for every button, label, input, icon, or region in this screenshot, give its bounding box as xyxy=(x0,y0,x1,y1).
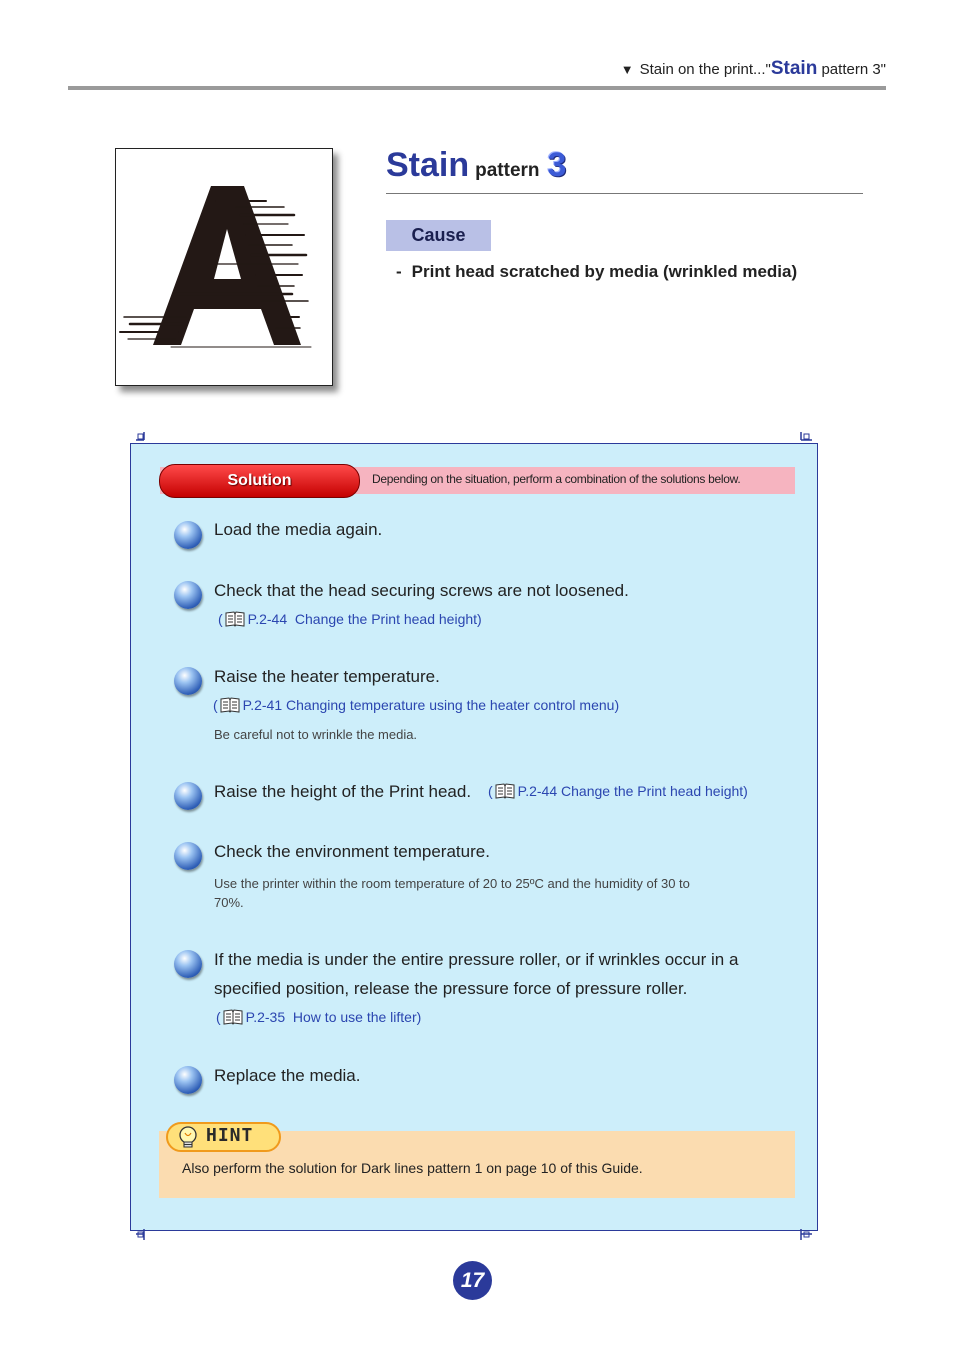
solution-item-note: 70%. xyxy=(214,895,244,910)
solution-item-text: If the media is under the entire pressure roller, or if wrinkles occur in a xyxy=(214,950,739,969)
solution-item-text: Check the environment temperature. xyxy=(214,842,490,861)
solution-item-text: Raise the height of the Print head. xyxy=(214,782,472,801)
link-text: How to use the lifter) xyxy=(292,1009,422,1025)
bullet-sphere-icon xyxy=(174,667,202,695)
header-highlight: Stain xyxy=(770,58,818,79)
manual-book-icon xyxy=(223,1009,243,1028)
bullet-sphere-icon xyxy=(174,521,202,549)
link-page: P.2-44 xyxy=(247,611,288,627)
triangle-down-icon: ▼ xyxy=(620,62,634,77)
link-text: Changing temperature using the heater control menu) xyxy=(286,697,620,713)
hint-label: HINT xyxy=(206,1125,254,1146)
lightbulb-icon xyxy=(174,1124,202,1157)
manual-book-icon xyxy=(495,783,515,802)
header-suffix: pattern 3" xyxy=(817,61,886,78)
solution-item-note: Use the printer within the room temperature of 20 to 25ºC and the humidity of 30 to xyxy=(214,876,690,891)
manual-book-icon xyxy=(220,697,240,716)
bullet-sphere-icon xyxy=(174,782,202,810)
solution-item-text: Replace the media. xyxy=(214,1066,361,1085)
manual-reference-link[interactable]: ( P.2-41 Changing temperature using the heater control menu) xyxy=(213,697,619,716)
stain-sample-image xyxy=(115,148,333,386)
bullet-sphere-icon xyxy=(174,842,202,870)
title-number: 3 xyxy=(547,146,567,184)
title-sub: pattern xyxy=(475,160,540,181)
bullet-sphere-icon xyxy=(174,581,202,609)
solution-label: Solution xyxy=(159,464,360,498)
link-page: P.2-44 xyxy=(517,783,558,799)
link-page: P.2-41 xyxy=(242,697,283,713)
corner-mark-icon xyxy=(798,432,810,444)
solution-item-note: Be careful not to wrinkle the media. xyxy=(214,727,418,742)
solution-item-text: Load the media again. xyxy=(214,520,383,539)
link-text: Change the Print head height) xyxy=(561,783,748,799)
manual-reference-link[interactable]: ( P.2-44 Change the Print head height) xyxy=(218,611,482,630)
corner-mark-icon xyxy=(798,1226,810,1238)
manual-book-icon xyxy=(225,611,245,630)
page-number: 17 xyxy=(453,1261,492,1300)
bullet-sphere-icon xyxy=(174,950,202,978)
solution-item-text: Check that the head securing screws are not loosened. xyxy=(214,581,629,600)
solution-panel xyxy=(130,443,818,1231)
link-page: P.2-35 xyxy=(245,1009,286,1025)
link-text: Change the Print head height) xyxy=(294,611,482,627)
running-header xyxy=(621,58,886,80)
solution-note: Depending on the situation, perform a combination of the solutions below. xyxy=(372,472,741,486)
manual-reference-link[interactable]: ( P.2-35 How to use the lifter) xyxy=(216,1009,421,1028)
stained-letter-a-illustration xyxy=(116,149,332,385)
dash-bullet: - xyxy=(396,262,402,281)
cause-item-text: Print head scratched by media (wrinkled media) xyxy=(411,262,798,281)
cause-heading: Cause xyxy=(386,220,491,251)
title-rule xyxy=(386,193,863,194)
bullet-sphere-icon xyxy=(174,1066,202,1094)
header-prefix: Stain on the print..." xyxy=(639,61,771,78)
solution-item-text: specified position, release the pressure force of pressure roller. xyxy=(214,979,688,998)
manual-reference-link[interactable]: ( P.2-44 Change the Print head height) xyxy=(488,783,748,802)
hint-text: Also perform the solution for Dark lines pattern 1 on page 10 of this Guide. xyxy=(182,1160,643,1176)
solution-item-text: Raise the heater temperature. xyxy=(214,667,440,686)
title-main: Stain xyxy=(386,146,470,184)
corner-mark-icon xyxy=(136,432,148,444)
corner-mark-icon xyxy=(136,1226,148,1238)
page-title xyxy=(386,146,566,185)
cause-item xyxy=(396,262,797,282)
header-rule xyxy=(68,86,886,90)
